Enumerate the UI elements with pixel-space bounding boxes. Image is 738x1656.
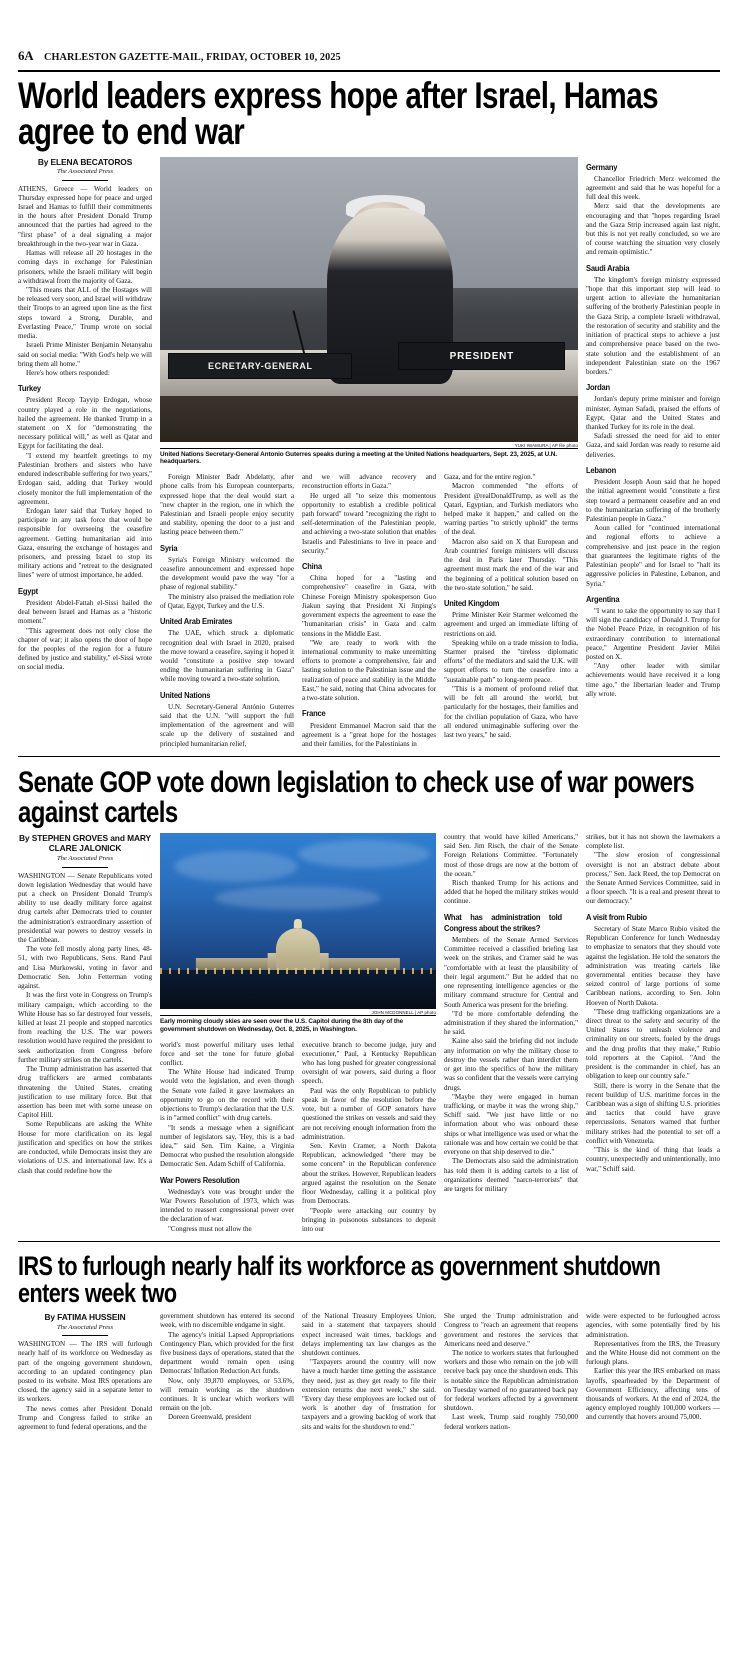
paragraph: and we will advance recovery and reconstruction efforts in Gaza." xyxy=(302,473,436,491)
paragraph: Earlier this year the IRS embarked on mass layoffs, spearheaded by the Department of Government Efficiency, affecting tens of thousands of workers. At the end of 2024, the agency employed roughly 100,000 workers — and currently that hovers around 75,000. xyxy=(586,1367,720,1422)
byline-divider xyxy=(62,867,108,868)
article3-column-1 xyxy=(18,1312,152,1432)
subhead-a-visit-from-rubio: A visit from Rubio xyxy=(586,911,647,922)
paragraph: "Maybe they were engaged in human trafficking, or maybe it was the wrong ship," Schiff said. "We just have little or no information about who was onboard these ships or what intelligence was used or what the rationale was and how certain we could be that everyone on that ship deserved to die." xyxy=(444,1092,578,1157)
paragraph: Foreign Minister Badr Abdelatty, after phone calls from his European counterparts, expressed hope that the deal would start a "new chapter in the region, one in which the Palestinian and Israeli people enjoy security and stability, opening the door to a just and lasting peace between them." xyxy=(160,473,294,537)
sign-secretary-general: ECRETARY-GENERAL xyxy=(168,353,352,379)
paragraph: The Trump administration has asserted that drug traffickers are armed combatants threatening the United States, creating justification to use military force. But that assertion has been met with some unease on Capitol Hill. xyxy=(18,1065,152,1120)
subhead-argentina: Argentina xyxy=(586,593,620,604)
subhead-france: France xyxy=(302,708,326,719)
article1-column-2 xyxy=(160,473,294,749)
paragraph: ATHENS, Greece — World leaders on Thursday expressed hope for peace and urged Israel and Hamas to fulfill their commitments in the hours after President Donald Trump announced that the parties had agreed to the "first phase" of a deal signaling a major breakthrough in the two-year war in Gaza. xyxy=(18,184,152,248)
article1-subcolumns xyxy=(160,473,578,749)
article2-byline: By STEPHEN GROVES and MARY CLARE JALONICK xyxy=(18,832,152,854)
masthead-title: CHARLESTON GAZETTE-MAIL, FRIDAY, OCTOBER 10, 2025 xyxy=(43,51,341,63)
article2-photo-block xyxy=(160,833,436,1234)
subhead-war-powers-resolution: War Powers Resolution xyxy=(160,1174,240,1185)
byline-divider xyxy=(62,180,108,181)
paragraph: Now, only 39,870 employees, or 53.6%, will remain working as the shutdown continues. It is unclear which workers will remain on the job. xyxy=(160,1376,294,1413)
paragraph: China hoped for a "lasting and comprehensive" ceasefire in Gaza, with Chinese Foreign Ministry spokesperson Guo Jiakun saying that President Xi Jinping's government expects the agreement to ease the "humanitarian crisis" in Gaza and calm tensions in the Middle East. xyxy=(302,574,436,638)
subhead-united-nations: United Nations xyxy=(160,689,211,700)
paragraph: Here's how others responded: xyxy=(26,368,110,377)
masthead xyxy=(18,0,720,68)
paragraph: Still, there is worry in the Senate that the recent buildup of U.S. maritime forces in the Caribbean was a sign of shifting U.S. priorities and tactics that could have grave repercussions. Senators warned that further military strikes had the potential to set off a conflict with Venezuela. xyxy=(586,1081,720,1145)
article3-byline: By FATIMA HUSSEIN xyxy=(44,1312,126,1323)
subhead-lebanon: Lebanon xyxy=(586,464,616,475)
subhead-egypt: Egypt xyxy=(18,585,38,596)
paragraph: Kaine also said the briefing did not include any information on why the military chose to destroy the vessels rather than interdict them or get into the specifics of how the military was so confident that the vessels were carrying drugs. xyxy=(444,1037,578,1092)
paragraph: The UAE, which struck a diplomatic recognition deal with Israel in 2020, praised the move toward a ceasefire, saying it hoped it would "constitute a positive step toward ending the humanitarian suffering in Gaza" while moving toward a two-state solution. xyxy=(160,629,294,684)
paragraph: "Taxpayers around the country will now have a much harder time getting the assistance they need, just as they get ready to file their extension returns due next week," she said. "Every day these employees are locked out of work is another day of frustration for taxpayers and a growing backlog of work that sits and waits for the shutdown to end." xyxy=(302,1358,436,1431)
paragraph: "I'd be more comfortable defending the administration if they shared the information," he said. xyxy=(444,1009,578,1037)
article2-source: The Associated Press xyxy=(56,854,114,862)
paragraph: The kingdom's foreign ministry expressed "hope that this important step will lead to urgent action to alleviate the humanitarian suffering of the brotherly Palestinian people in the Gaza Strip, a complete Israeli withdrawal, the restoration of security and stability and the initiation of practical steps to achieve a just and comprehensive peace based on the two-state solution and the establishment of an independent Palestinian state on the 1967 borders." xyxy=(586,275,720,376)
paragraph: Jordan's deputy prime minister and foreign minister, Ayman Safadi, praised the efforts of Egypt, Qatar and the United States and thanked Turkey for its role in the deal. xyxy=(586,395,720,432)
article2-headline: Senate GOP vote down legislation to check use of war powers against cartels xyxy=(18,766,695,829)
paragraph: Paul was the only Republican to publicly speak in favor of the resolution before the vote, but a number of GOP senators have questioned the strikes on vessels and said they are not receiving enough information from the administration. xyxy=(302,1086,436,1141)
paragraph: "Congress must not allow the xyxy=(168,1224,252,1233)
paragraph: The White House had indicated Trump would veto the legislation, and even though the Senate vote failed it gave lawmakers an opportunity to go on the record with their objections to Trump's declaration that the U.S. is in "armed conflict" with drug cartels. xyxy=(160,1068,294,1123)
paragraph: Last week, Trump said roughly 750,000 federal workers nation- xyxy=(444,1413,578,1431)
paragraph: President Abdel-Fattah el-Sissi hailed the deal between Israel and Hamas as a "historic moment." xyxy=(18,598,152,626)
paragraph: Speaking while on a trade mission to India, Starmer praised the "tireless diplomatic efforts" of the mediators and said the U.K. will support efforts to turn the ceasefire into a "sustainable path" to long-term peace. xyxy=(444,638,578,684)
article2-columns xyxy=(18,833,720,1234)
article-irs-furlough xyxy=(18,1253,720,1432)
page-folio: 6A xyxy=(18,48,34,63)
paragraph: "It sends a message when a significant number of legislators say, 'Hey, this is a bad idea,'" said Sen. Tim Kaine, a Virginia Democrat who pushed the resolution alongside Democratic Sen. Adam Schiff of California. xyxy=(160,1123,294,1169)
paragraph: executive branch to become judge, jury and executioner," Paul, a Kentucky Republican who has long pushed for greater congressional oversight of war powers, said during a floor speech. xyxy=(302,1040,436,1086)
masthead-rule xyxy=(18,70,720,72)
article2-column-1 xyxy=(18,833,152,1234)
paragraph: world's most powerful military uses lethal force and set the tone for future global conflict. xyxy=(160,1040,294,1067)
article1-columns xyxy=(18,157,720,750)
article1-byline: By ELENA BECATOROS xyxy=(37,156,133,167)
paragraph: WASHINGTON — Senate Republicans voted down legislation Wednesday that would have put a check on President Donald Trump's ability to use deadly military force against drug cartels after Democrats tried to counter the administration's extraordinary assertion of presidential war powers to destroy vessels in the Caribbean. xyxy=(18,871,152,945)
paragraph: Syria's Foreign Ministry welcomed the ceasefire announcement and expressed hope the development would pave the way "for a phase of regional stability." xyxy=(160,555,294,592)
subhead-uae: United Arab Emirates xyxy=(160,616,233,627)
paragraph: "This agreement does not only close the chapter of war; it also opens the door of hope for the peoples of the region for a future defined by justice and stability," el-Sissi wrote on social media. xyxy=(18,626,152,672)
paragraph: Israeli Prime Minister Benjamin Netanyahu said on social media: "With God's help we will bring them all home." xyxy=(18,341,152,368)
paragraph: Macron also said on X that European and Arab countries' foreign ministers will discuss the deal in Paris later Thursday. "This agreement must mark the end of the war and the beginning of a political solution based on the two-state solution," he said. xyxy=(444,537,578,592)
paragraph: President Joseph Aoun said that he hoped the initial agreement would "constitute a first step toward a permanent ceasefire and an end to the humanitarian suffering of the brotherly Palestinian people in Gaza." xyxy=(586,478,720,523)
paragraph: "These drug trafficking organizations are a direct threat to the safety and security of the United States to unleash violence and criminality on our streets, fueled by the drugs and the drug profits that they make," Rubio told reporters at the Capitol. "And the president is the commander in chief, has an obligation to keep our country safe." xyxy=(586,1007,720,1081)
paragraph: "Any other leader with similar achievements would have received it a long time ago," the libertarian leader and Trump ally wrote. xyxy=(586,662,720,698)
paragraph: The ministry also praised the mediation role of Qatar, Egypt, Turkey and the U.S. xyxy=(160,592,294,610)
paragraph: "This is the kind of thing that leads a country, unexpectedly and unintentionally, into war," Schiff said. xyxy=(586,1146,720,1173)
paragraph: country that would have killed Americans," said Sen. Jim Risch, the chair of the Senate Foreign Relations Committee. "Fortunately most of those drugs are now at the bottom of the ocean." xyxy=(444,832,578,878)
paragraph: President Recep Tayyip Erdogan, whose country played a role in the negotiations, hailed the agreement. He thanked Trump in a statement on X for "demonstrating the necessary political will," as well as Qatar and Egypt for facilitating the deal. xyxy=(18,396,152,451)
article1-column-5 xyxy=(586,157,720,750)
article2-subcolumns xyxy=(160,1041,436,1235)
article1-photo-block xyxy=(160,157,578,750)
paragraph: The news comes after President Donald Trump and Congress failed to strike an agreement to fund federal operations, and the xyxy=(18,1404,152,1432)
paragraph: She urged the Trump administration and Congress to "reach an agreement that reopens government and restores the services that Americans need and deserve." xyxy=(444,1312,578,1348)
capitol-photo xyxy=(160,833,436,1009)
article3-source: The Associated Press xyxy=(56,1323,114,1331)
paragraph: strikes, but it has not shown the lawmakers a complete list. xyxy=(586,832,720,851)
subhead-what-has-administration-told-congress: What has administration told Congress about the strikes? xyxy=(444,911,562,933)
paragraph: "The slow erosion of congressional oversight is not an abstract debate about process," Sen. Jack Reed, the top Democrat on the Senate Armed Services Committee, said in a floor speech. "It is a real and present threat to our democracy." xyxy=(586,851,720,906)
subhead-saudi-arabia: Saudi Arabia xyxy=(586,262,630,273)
paragraph: "I extend my heartfelt greetings to my Palestinian brothers and sisters who have endured indescribable suffering for two years," Erdogan said, adding that Turkey would closely monitor the full implementation of the agreement. xyxy=(18,451,152,506)
article1-column-3 xyxy=(302,473,436,749)
un-guterres-photo xyxy=(160,157,578,442)
paragraph: Merz said that the developments are encouraging and that "hopes regarding Israel and the Gaza Strip increased again last night, but this is not yet really concluded, so we are of course watching the situation very closely and remain optimistic." xyxy=(586,202,720,257)
article3-column-3 xyxy=(302,1312,436,1432)
photo-caption: Early morning cloudy skies are seen over the U.S. Capitol during the 8th day of the government shutdown on Wednesday, Oct. 8, 2025, in Washington. xyxy=(160,1015,436,1034)
article2-column-4 xyxy=(444,833,578,1234)
paragraph: Aoun called for "continued international and regional efforts to achieve a comprehensive and just peace in the region that guarantees the legitimate rights of the Palestinian people" and for Israel to "halt its aggressive policies in Palestine, Lebanon, and Syria." xyxy=(586,524,720,588)
paragraph: President Emmanuel Macron said that the agreement is a "great hope for the hostages and their families, for the Palestinians in xyxy=(302,721,436,748)
photo-caption: United Nations Secretary-General Antonio Guterres speaks during a meeting at the United Nations headquarters, Sept. 23, 2025, at U.N. headquarters. xyxy=(160,448,578,467)
article2-column-5 xyxy=(586,833,720,1234)
subhead-turkey: Turkey xyxy=(18,383,41,394)
article3-columns xyxy=(18,1312,720,1432)
article3-headline: IRS to furlough nearly half its workforce as government shutdown enters week two xyxy=(18,1251,661,1308)
paragraph: government shutdown has entered its second week, with no discernible endgame in sight. xyxy=(160,1312,294,1330)
photo-credit: YUKI IWAMURA | AP file photo xyxy=(514,442,578,448)
photo-credit: JOHN MCDONNELL | AP photo xyxy=(371,1009,436,1015)
paragraph: U.N. Secretary-General António Guterres said that the U.N. "will support the full implementation of the agreement and will scale up the delivery of sustained and principled humanitarian relief, xyxy=(160,702,294,748)
paragraph: Chancellor Friedrich Merz welcomed the agreement and said that he was hopeful for a full deal this week. xyxy=(586,174,720,202)
subhead-germany: Germany xyxy=(586,161,618,172)
paragraph: Gaza, and for the entire region." xyxy=(444,473,536,482)
subhead-syria: Syria xyxy=(160,542,178,553)
subhead-china: China xyxy=(302,561,322,572)
paragraph: Wednesday's vote was brought under the War Powers Resolution of 1973, which was intended to reassert congressional power over the declaration of war. xyxy=(160,1187,294,1224)
paragraph: Prime Minister Keir Starmer welcomed the agreement and urged an immediate lifting of restrictions on aid. xyxy=(444,611,578,638)
paragraph: The notice to workers states that furloughed workers and those who remain on the job will receive back pay once the shutdown ends. This is notable since the Republican administration on Tuesday warned of no guaranteed back pay for federal workers affected by a government shutdown. xyxy=(444,1348,578,1413)
article1-source: The Associated Press xyxy=(56,168,114,175)
paragraph: Members of the Senate Armed Services Committee received a classified briefing last week on the strikes, and Cramer said he was "comfortable with at least the plausibility of their legal argument." But he added that no one representing intelligence agencies or the military command structure for Central and South America was present for the briefing. xyxy=(444,936,578,1009)
paragraph: Erdogan later said that Turkey hoped to participate in any task force that would be responsible for overseeing the ceasefire agreement. Getting humanitarian aid into Gaza, ensuring the exchange of hostages and prisoners, and pressing Israel to stop its military actions and "retreat to the designated lines" were of utmost importance, he added. xyxy=(18,506,152,580)
article3-column-2 xyxy=(160,1312,294,1432)
paragraph: "This means that ALL of the Hostages will be released very soon, and Israel will withdraw their Troops to an agreed upon line as the first steps toward a Strong, Durable, and Everlasting Peace," Trump wrote on social media. xyxy=(18,285,152,341)
paragraph: Sen. Kevin Cramer, a North Dakota Republican, acknowledged "there may be some concern" in the Republican conference about the strikes. However, Republican leaders argued against the resolution on the Senate floor Wednesday, calling it a political ploy from Democrats. xyxy=(302,1141,436,1206)
paragraph: "People were attacking our country by bringing in poisonous substances to deposit into our xyxy=(302,1206,436,1233)
article-world-leaders xyxy=(18,75,720,749)
paragraph: Doreen Greenwald, president xyxy=(168,1413,252,1422)
article1-headline: World leaders express hope after Israel, Hamas agree to end war xyxy=(18,75,658,153)
paragraph: "We are ready to work with the international community to make unremitting efforts to promote a comprehensive, fair and lasting solution to the Palestinian issue and the realization of peace and stability in the Middle East," he said, noting that China advocates for a two-state solution. xyxy=(302,638,436,703)
paragraph: The agency's initial Lapsed Appropriations Contingency Plan, which provided for the first five business days of operations, stated that the department would remain open using Democrats' Inflation Reduction Act funds. xyxy=(160,1330,294,1376)
article1-column-1 xyxy=(18,157,152,750)
paragraph: "This is a moment of profound relief that will be felt all around the world, but particularly for the hostages, their families and for the civilian population of Gaza, who have all endured unimaginable suffering over the last two years," he said. xyxy=(444,684,578,739)
paragraph: The vote fell mostly along party lines, 48-51, with two Republicans, Sens. Rand Paul and Lisa Murkowski, voting in favor and Democratic Sen. John Fetterman voting against. xyxy=(18,945,152,991)
article3-column-5 xyxy=(586,1312,720,1432)
article1-column-4 xyxy=(444,473,578,749)
paragraph: The Democrats also said the administration has told them it is adding cartels to a list of organizations deemed "narco-terrorists" that are targets for military xyxy=(444,1157,578,1193)
paragraph: WASHINGTON — The IRS will furlough nearly half of its workforce on Wednesday as part of the ongoing government shutdown, according to an updated contingency plan posted to its website. Most IRS operations are closed, the agency said in a separate letter to its workers. xyxy=(18,1340,152,1404)
byline-divider xyxy=(62,1335,108,1336)
paragraph: He urged all "to seize this momentous opportunity to establish a credible political path forward" toward "recognizing the right to self-determination of the Palestinian people, and achieving a two-state solution that enables Israelis and Palestinians to live in peace and security." xyxy=(302,491,436,555)
paragraph: Some Republicans are asking the White House for more clarification on its legal justification and specifics on how the strikes are conducted, while Democrats insist they are violations of U.S. and international law. It's a clash that could redefine how the xyxy=(18,1120,152,1175)
paragraph: Secretary of State Marco Rubio visited the Republican Conference for lunch Wednesday to emphasize to senators that they should vote against the legislation. He told the senators the administration was treating cartels like governmental entities because they have seized control of large portions of some Caribbean nations, according to Sen. John Hoeven of North Dakota. xyxy=(586,924,720,1007)
paragraph: of the National Treasury Employees Union, said in a statement that taxpayers should expect increased wait times, backlogs and delays implementing tax law changes as the shutdown continues. xyxy=(302,1312,436,1357)
sign-president: PRESIDENT xyxy=(398,342,565,371)
paragraph: Macron commended "the efforts of President @realDonaldTrump, as well as the Qatari, Egyptian, and Turkish mediators who helped make it happen," and called on the warring parties "to strictly uphold" the terms of the deal. xyxy=(444,482,578,537)
paragraph: It was the first vote in Congress on Trump's military campaign, which according to the White House has so far destroyed four vessels, killed at least 21 people and stopped narcotics from reaching the U.S. The war powers resolution would have required the president to seek authorization from Congress before further military strikes on the cartels. xyxy=(18,991,152,1064)
paragraph: Hamas will release all 20 hostages in the coming days in exchange for Palestinian prisoners, while the Israeli military will begin a withdrawal from the majority of Gaza. xyxy=(18,249,152,285)
article2-column-3 xyxy=(302,1041,436,1235)
article3-column-4 xyxy=(444,1312,578,1432)
subhead-united-kingdom: United Kingdom xyxy=(444,597,500,608)
paragraph: Risch thanked Trump for his actions and added that he hoped the military strikes would continue. xyxy=(444,879,578,906)
article2-column-2 xyxy=(160,1041,294,1235)
paragraph: wide were expected to be furloughed across agencies, with some potentially fired by his administration. xyxy=(586,1312,720,1339)
subhead-jordan: Jordan xyxy=(586,382,610,393)
article-senate-gop xyxy=(18,768,720,1234)
paragraph: Representatives from the IRS, the Treasury and the White House did not comment on the furlough plans. xyxy=(586,1339,720,1367)
paragraph: "I want to take the opportunity to say that I will sign the candidacy of Donald J. Trump for the Nobel Peace Prize, in recognition of his extraordinary contribution to international peace," Argentine President Javier Milei posted on X. xyxy=(586,606,720,661)
paragraph: Safadi stressed the need for aid to enter Gaza, and said Jordan was ready to resume aid deliveries. xyxy=(586,432,720,459)
